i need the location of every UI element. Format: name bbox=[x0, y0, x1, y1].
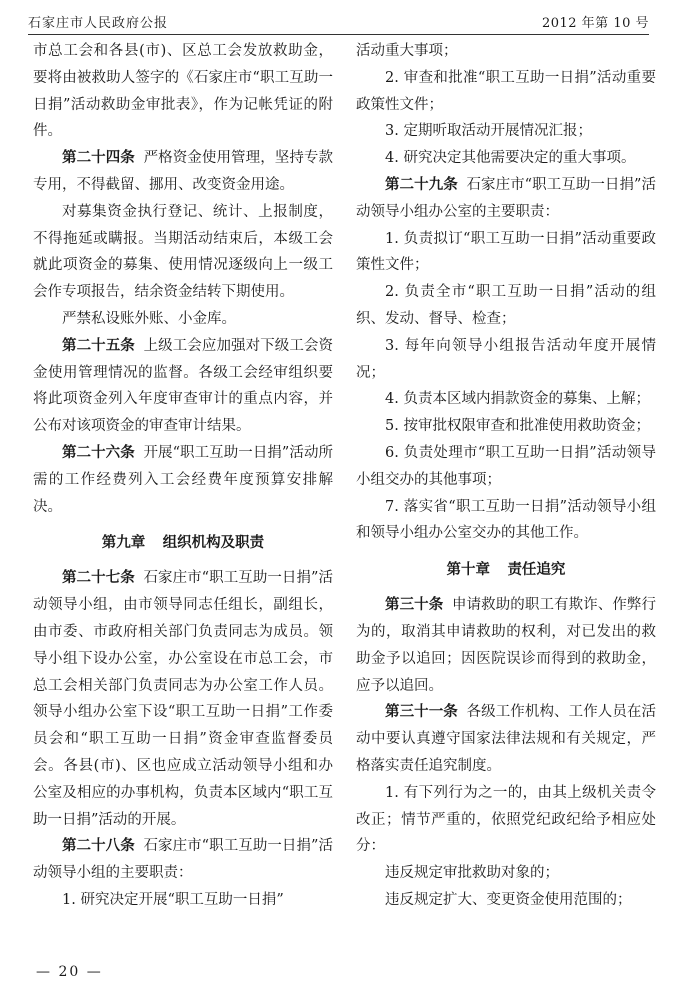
paragraph-text: 5. 按审批权限审查和批准使用救助资金； bbox=[385, 418, 650, 435]
paragraph bbox=[356, 494, 656, 548]
chapter-number: 第十章 bbox=[446, 562, 491, 579]
paragraph-text: 开展“职工互助一日捐”活动所需的工作经费列入工会经费年度预算安排解决。 bbox=[33, 444, 334, 515]
article-number: 第三十一条 bbox=[385, 704, 458, 721]
paragraph bbox=[356, 333, 656, 387]
article-paragraph bbox=[33, 333, 333, 440]
page-header bbox=[28, 10, 649, 35]
paragraph bbox=[356, 226, 656, 280]
paragraph-text: 市总工会和各县(市)、区总工会发放救助金，要将由被救助人签字的《石家庄市“职工互助一日捐”活动救助金审批表》，作为记帐凭证的附件。 bbox=[33, 43, 333, 140]
paragraph-text: 活动重大事项； bbox=[356, 43, 458, 59]
page-number: — 20 — bbox=[36, 964, 103, 980]
paragraph-text: 对募集资金执行登记、统计、上报制度，不得拖延或瞒报。当期活动结束后，本级工会就此项资金的募集、使用情况逐级向上一级工会作专项报告，结余资金结转下期使用。 bbox=[33, 203, 333, 301]
paragraph-text: 申请救助的职工有欺诈、作弊行为的，取消其申请救助的权利，对已发出的救助金予以追回；因医院误诊而得到的救助金，应予以追回。 bbox=[356, 597, 657, 694]
article-number: 第二十六条 bbox=[62, 444, 135, 461]
paragraph bbox=[356, 118, 656, 145]
paragraph-text: 1. 研究决定开展“职工互助一日捐” bbox=[62, 891, 284, 908]
chapter-title: 组织机构及职责 bbox=[162, 535, 265, 552]
paragraph-text: 3. 每年向领导小组报告活动年度开展情况； bbox=[356, 337, 656, 381]
article-paragraph bbox=[33, 145, 333, 199]
paragraph-text: 严禁私设账外账、小金库。 bbox=[62, 310, 236, 327]
article-paragraph bbox=[33, 440, 333, 520]
paragraph-text: 石家庄市“职工互助一日捐”活动领导小组，由市领导同志任组长，副组长，由市委、市政府相关部门负责同志为成员。领导小组下设办公室，办公室设在市总工会，市总工会相关部门负责同志为办公室工作人员。领导小组办公室下设“职工互助一日捐”工作委员会和“职工互助一日捐”资金审查监督委员会。各县(市)、区也应成立活动领导小组和办公室及相应的办事机构，负责本区域内“职工互助一日捐”活动的开展。 bbox=[33, 570, 334, 828]
paragraph bbox=[356, 386, 656, 413]
paragraph-text: 上级工会应加强对下级工会资金使用管理情况的监督。各级工会经审组织要将此项资金列入年度审查审计的重点内容，并公布对该项资金的审查审计结果。 bbox=[33, 337, 334, 435]
article-number: 第二十四条 bbox=[62, 150, 135, 167]
paragraph-text: 违反规定审批救助对象的； bbox=[385, 865, 559, 882]
paragraph-text: 6. 负责处理市“职工互助一日捐”活动领导小组交办的其他事项； bbox=[356, 444, 656, 488]
paragraph-text: 各级工作机构、工作人员在活动中要认真遵守国家法律法规和有关规定，严格落实责任追究制度。 bbox=[356, 704, 657, 774]
article-number: 第二十五条 bbox=[62, 337, 135, 354]
paragraph bbox=[356, 780, 656, 860]
paragraph-text: 1. 有下列行为之一的，由其上级机关责令改正；情节严重的，依照党纪政纪给予相应处分： bbox=[356, 784, 656, 855]
paragraph-text: 1. 负责拟订“职工互助一日捐”活动重要政策性文件； bbox=[356, 230, 656, 274]
paragraph bbox=[356, 279, 656, 333]
paragraph-text: 2. 负责全市“职工互助一日捐”活动的组织、发动、督导、检查； bbox=[356, 284, 656, 327]
paragraph-text: 3. 定期听取活动开展情况汇报； bbox=[385, 123, 592, 140]
chapter-title: 责任追究 bbox=[507, 562, 566, 579]
paragraph-text: 7. 落实省“职工互助一日捐”活动领导小组和领导小组办公室交办的其他工作。 bbox=[356, 498, 656, 542]
paragraph bbox=[356, 38, 656, 65]
article-paragraph bbox=[33, 833, 333, 887]
article-number: 第三十条 bbox=[385, 597, 444, 614]
right-column bbox=[356, 38, 656, 914]
issue-number: 2012 年第 10 号 bbox=[541, 16, 649, 31]
article-paragraph bbox=[356, 172, 656, 226]
paragraph bbox=[356, 860, 656, 887]
paragraph bbox=[33, 199, 333, 306]
paragraph-text: 石家庄市“职工互助一日捐”活动领导小组办公室的主要职责： bbox=[356, 176, 657, 220]
article-paragraph bbox=[356, 699, 656, 779]
paragraph bbox=[356, 145, 656, 172]
chapter-heading bbox=[33, 531, 333, 555]
chapter-heading bbox=[356, 558, 656, 582]
article-number: 第二十九条 bbox=[385, 176, 458, 193]
paragraph-text: 严格资金使用管理，坚持专款专用，不得截留、挪用、改变资金用途。 bbox=[33, 150, 334, 193]
paragraph bbox=[356, 887, 656, 914]
paragraph bbox=[356, 440, 656, 494]
left-column bbox=[33, 38, 333, 914]
paragraph-text: 石家庄市“职工互助一日捐”活动领导小组的主要职责： bbox=[33, 838, 334, 882]
article-paragraph bbox=[33, 565, 333, 833]
paragraph-text: 违反规定扩大、变更资金使用范围的； bbox=[385, 891, 632, 908]
chapter-number: 第九章 bbox=[101, 535, 146, 552]
paragraph bbox=[356, 65, 656, 119]
paragraph-text: 4. 研究决定其他需要决定的重大事项。 bbox=[385, 150, 636, 167]
article-number: 第二十八条 bbox=[62, 838, 135, 855]
paragraph bbox=[33, 38, 333, 145]
article-paragraph bbox=[356, 592, 656, 699]
paragraph bbox=[33, 887, 333, 914]
paragraph-text: 4. 负责本区域内捐款资金的募集、上解； bbox=[385, 391, 650, 408]
paragraph-text: 2. 审查和批准“职工互助一日捐”活动重要政策性文件； bbox=[356, 69, 656, 113]
article-number: 第二十七条 bbox=[62, 570, 135, 587]
publication-title: 石家庄市人民政府公报 bbox=[28, 16, 169, 31]
paragraph bbox=[33, 306, 333, 333]
paragraph bbox=[356, 413, 656, 440]
